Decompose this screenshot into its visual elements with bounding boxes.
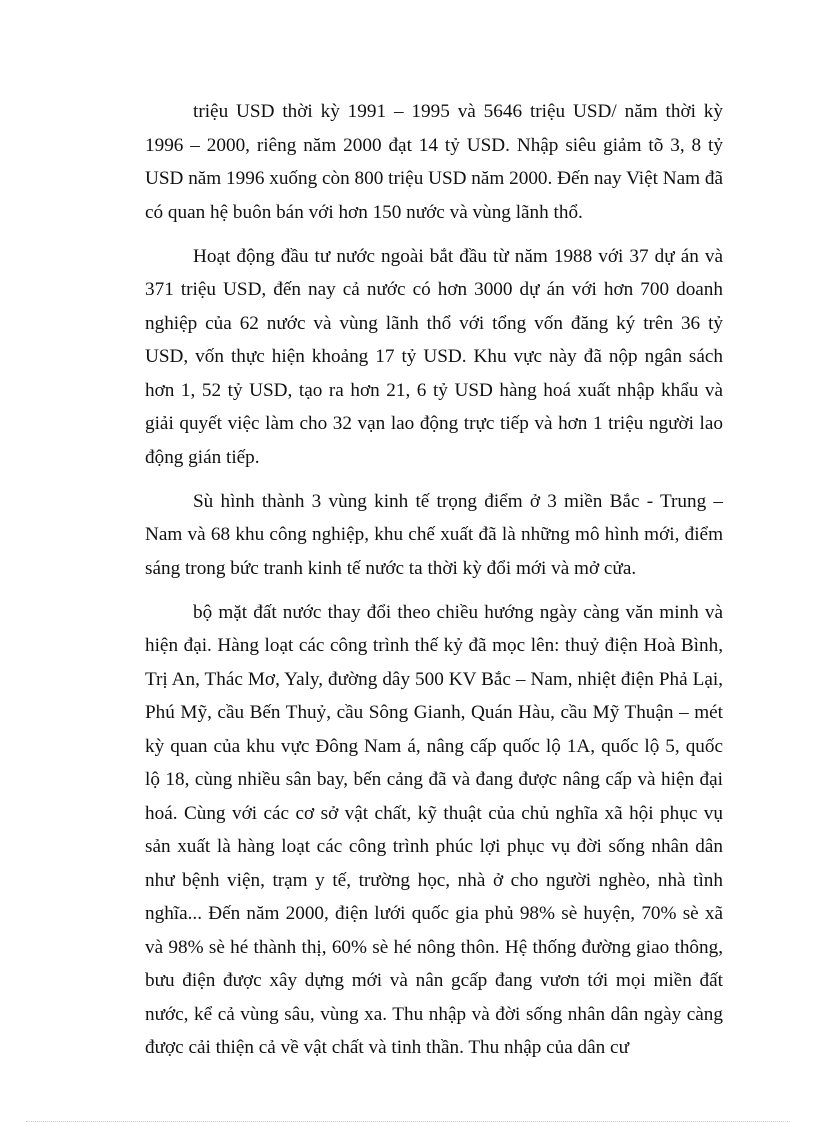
document-body: [145, 95, 723, 1075]
paragraph-trade: triệu USD thời kỳ 1991 – 1995 và 5646 triệu USD/ năm thời kỳ 1996 – 2000, riêng năm 2000 đạt 14 tỷ USD. Nhập siêu giảm tõ 3, 8 tỷ USD năm 1996 xuống còn 800 triệu USD năm 2000. Đến nay Việt Nam đã có quan hệ buôn bán với hơn 150 nước và vùng lãnh thổ.: [145, 101, 723, 223]
paragraph-economic-zones: Sù hình thành 3 vùng kinh tế trọng điểm ở 3 miền Bắc - Trung – Nam và 68 khu công nghiệp, khu chế xuất đã là những mô hình mới, điểm sáng trong bức tranh kinh tế nước ta thời kỳ đổi mới và mở cửa.: [145, 490, 723, 579]
page-bottom-divider: [26, 1121, 790, 1122]
paragraph-national-development: bộ mặt đất nước thay đổi theo chiều hướng ngày càng văn minh và hiện đại. Hàng loạt các công trình thế kỷ đã mọc lên: thuỷ điện Hoà Bình, Trị An, Thác Mơ, Yaly, đường dây 500 KV Bắc – Nam, nhiệt điện Phả Lại, Phú Mỹ, cầu Bến Thuỷ, cầu Sông Gianh, Quán Hàu, cầu Mỹ Thuận – mét kỳ quan của khu vực Đông Nam á, nâng cấp quốc lộ 1A, quốc lộ 5, quốc lộ 18, cùng nhiều sân bay, bến cảng đã và đang được nâng cấp và hiện đại hoá. Cùng với các cơ sở vật chất, kỹ thuật của chủ nghĩa xã hội phục vụ sản xuất là hàng loạt các công trình phúc lợi phục vụ đời sống nhân dân như bệnh viện, trạm y tế, trường học, nhà ở cho người nghèo, nhà tình nghĩa... Đến năm 2000, điện lưới quốc gia phủ 98% sè huyện, 70% sè xã và 98% sè hé thành thị, 60% sè hé nông thôn. Hệ thống đường giao thông, bưu điện được xây dựng mới và nân gcấp đang vươn tới mọi miền đất nước, kể cả vùng sâu, vùng xa. Thu nhập và đời sống nhân dân ngày càng được cải thiện cả về vật chất và tinh thần. Thu nhập của dân cư: [145, 601, 723, 1058]
paragraph-foreign-investment: Hoạt động đầu tư nước ngoài bắt đầu từ năm 1988 với 37 dự án và 371 triệu USD, đến nay cả nước có hơn 3000 dự án với hơn 700 doanh nghiệp của 62 nước và vùng lãnh thổ với tổng vốn đăng ký trên 36 tỷ USD, vốn thực hiện khoảng 17 tỷ USD. Khu vực này đã nộp ngân sách hơn 1, 52 tỷ USD, tạo ra hơn 21, 6 tỷ USD hàng hoá xuất nhập khẩu và giải quyết việc làm cho 32 vạn lao động trực tiếp và hơn 1 triệu người lao động gián tiếp.: [145, 245, 723, 468]
